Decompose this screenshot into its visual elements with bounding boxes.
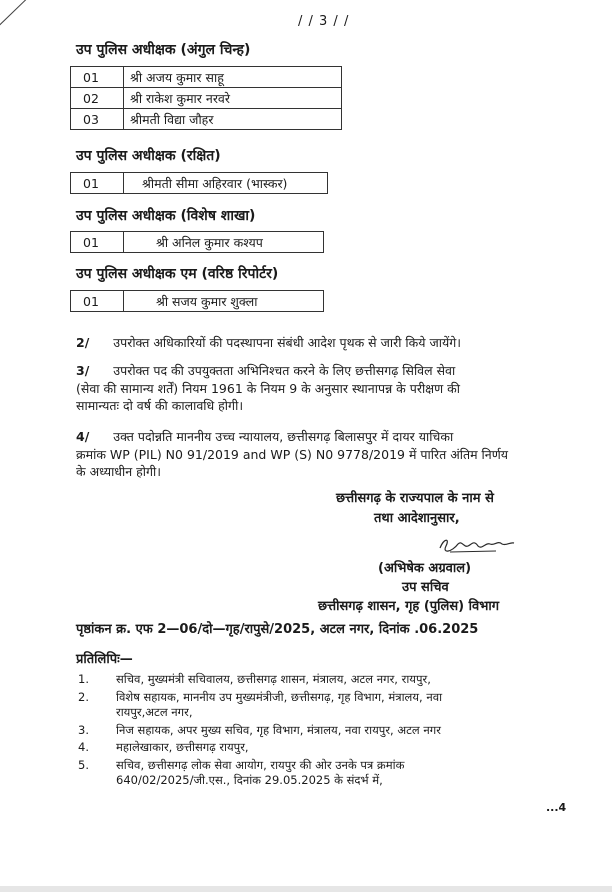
section-heading-special-branch: उप पुलिस अधीक्षक (विशेष शाखा) (76, 208, 256, 224)
officer-name: श्री सजय कुमार शुक्ला (124, 291, 324, 312)
table-row (71, 67, 342, 88)
list-item-text: सचिव, छत्तीसगढ़ लोक सेवा आयोग, रायपुर की ओर उनके पत्र क्रमांक (116, 757, 405, 772)
paragraph-4 (76, 428, 568, 481)
table-row (71, 232, 324, 253)
paragraph-text: के अध्याधीन होगी। (76, 464, 162, 479)
paragraph-text: क्रमांक WP (PIL) N0 91/2019 and WP (S) N0 9778/2019 में पारित अंतिम निर्णय (76, 446, 509, 462)
list-item-number: 5. (78, 757, 89, 772)
officer-name: श्रीमती विद्या जौहर (124, 109, 342, 130)
section-heading-reserved: उप पुलिस अधीक्षक (रक्षित) (76, 148, 221, 164)
list-item-number: 2. (78, 689, 89, 704)
endorsement-line: पृष्ठांकन क्र. एफ 2—06/दो—गृह/रापुसे/2025, अटल नगर, दिनांक .06.2025 (76, 622, 479, 637)
list-item (78, 723, 568, 739)
section-heading-senior-reporter: उप पुलिस अधीक्षक एम (वरिष्ठ रिपोर्टर) (76, 266, 279, 282)
table-row (71, 109, 342, 130)
list-item-text: सचिव, मुख्यमंत्री सचिवालय, छत्तीसगढ़ शासन, मंत्रालय, अटल नगर, रायपुर, (116, 672, 431, 686)
table-row (71, 291, 324, 312)
continued-marker: ...4 (546, 801, 567, 814)
paragraph-text: उपरोक्त पद की उपयुक्तता अभिनिश्चत करने के लिए छत्तीसगढ़ सिविल सेवा (113, 363, 456, 378)
table-row (71, 173, 328, 194)
paragraph-text: उक्त पदोन्नति माननीय उच्च न्यायालय, छत्तीसगढ़ बिलासपुर में दायर याचिका (113, 429, 454, 444)
officer-table-special-branch (70, 231, 324, 253)
officer-name: श्रीमती सीमा अहिरवार (भास्कर) (124, 173, 328, 194)
paragraph-number: 2/ (76, 335, 90, 350)
officer-name: श्री अनिल कुमार कश्यप (124, 232, 324, 253)
list-item-text: निज सहायक, अपर मुख्य सचिव, गृह विभाग, मंत्रालय, नवा रायपुर, अटल नगर (116, 722, 441, 737)
list-item (78, 690, 568, 721)
copy-to-heading: प्रतिलिपिः— (76, 652, 133, 667)
paragraph-number: 3/ (76, 363, 90, 378)
copy-to-list (78, 672, 568, 791)
signatory-name: (अभिषेक अग्रवाल) (378, 561, 472, 576)
paragraph-2 (76, 334, 568, 352)
officer-table-senior-reporter (70, 290, 324, 312)
signatory-department: छत्तीसगढ़ शासन, गृह (पुलिस) विभाग (318, 599, 500, 614)
row-number: 02 (71, 88, 124, 109)
paragraph-text: (सेवा की सामान्य शर्तें) नियम 1961 के नियम 9 के अनुसार स्थानापन्न के परीक्षण की (76, 380, 460, 396)
row-number: 01 (71, 173, 124, 194)
page-number: / / 3 / / (298, 14, 350, 29)
row-number: 01 (71, 67, 124, 88)
officer-table-reserved (70, 172, 328, 194)
list-item (78, 758, 568, 789)
list-item (78, 672, 568, 688)
list-item-number: 1. (78, 672, 89, 686)
as-ordered-line: तथा आदेशानुसार, (374, 511, 460, 526)
section-heading-fingerprint: उप पुलिस अधीक्षक (अंगुल चिन्ह) (76, 42, 251, 58)
row-number: 03 (71, 109, 124, 130)
signatory-designation: उप सचिव (402, 580, 449, 595)
list-item-text: रायपुर,अटल नगर, (116, 705, 193, 719)
list-item-text: विशेष सहायक, माननीय उप मुख्यमंत्रीजी, छत्तीसगढ़, गृह विभाग, मंत्रालय, नवा (116, 689, 443, 704)
list-item-number: 4. (78, 740, 89, 754)
scan-bottom-edge (0, 886, 612, 892)
officer-table-fingerprint (70, 66, 342, 130)
table-row (71, 88, 342, 109)
list-item-text: 640/02/2025/जी.एस., दिनांक 29.05.2025 के संदर्भ में, (116, 773, 383, 787)
officer-name: श्री राकेश कुमार नरवरे (124, 88, 342, 109)
list-item-number: 3. (78, 722, 89, 737)
handwritten-signature (436, 534, 516, 556)
paragraph-text: सामान्यतः दो वर्ष की कालावधि होगी। (76, 398, 244, 413)
row-number: 01 (71, 291, 124, 312)
list-item (78, 740, 568, 756)
page-corner-mark (0, 0, 45, 31)
paragraph-3 (76, 362, 568, 415)
paragraph-number: 4/ (76, 429, 90, 444)
list-item-text: महालेखाकार, छत्तीसगढ़ रायपुर, (116, 740, 249, 754)
paragraph-text: उपरोक्त अधिकारियों की पदस्थापना संबंधी आदेश पृथक से जारी किये जायेंगे। (113, 335, 461, 350)
governor-order-line: छत्तीसगढ़ के राज्यपाल के नाम से (336, 491, 494, 506)
officer-name: श्री अजय कुमार साहू (124, 67, 342, 88)
row-number: 01 (71, 232, 124, 253)
